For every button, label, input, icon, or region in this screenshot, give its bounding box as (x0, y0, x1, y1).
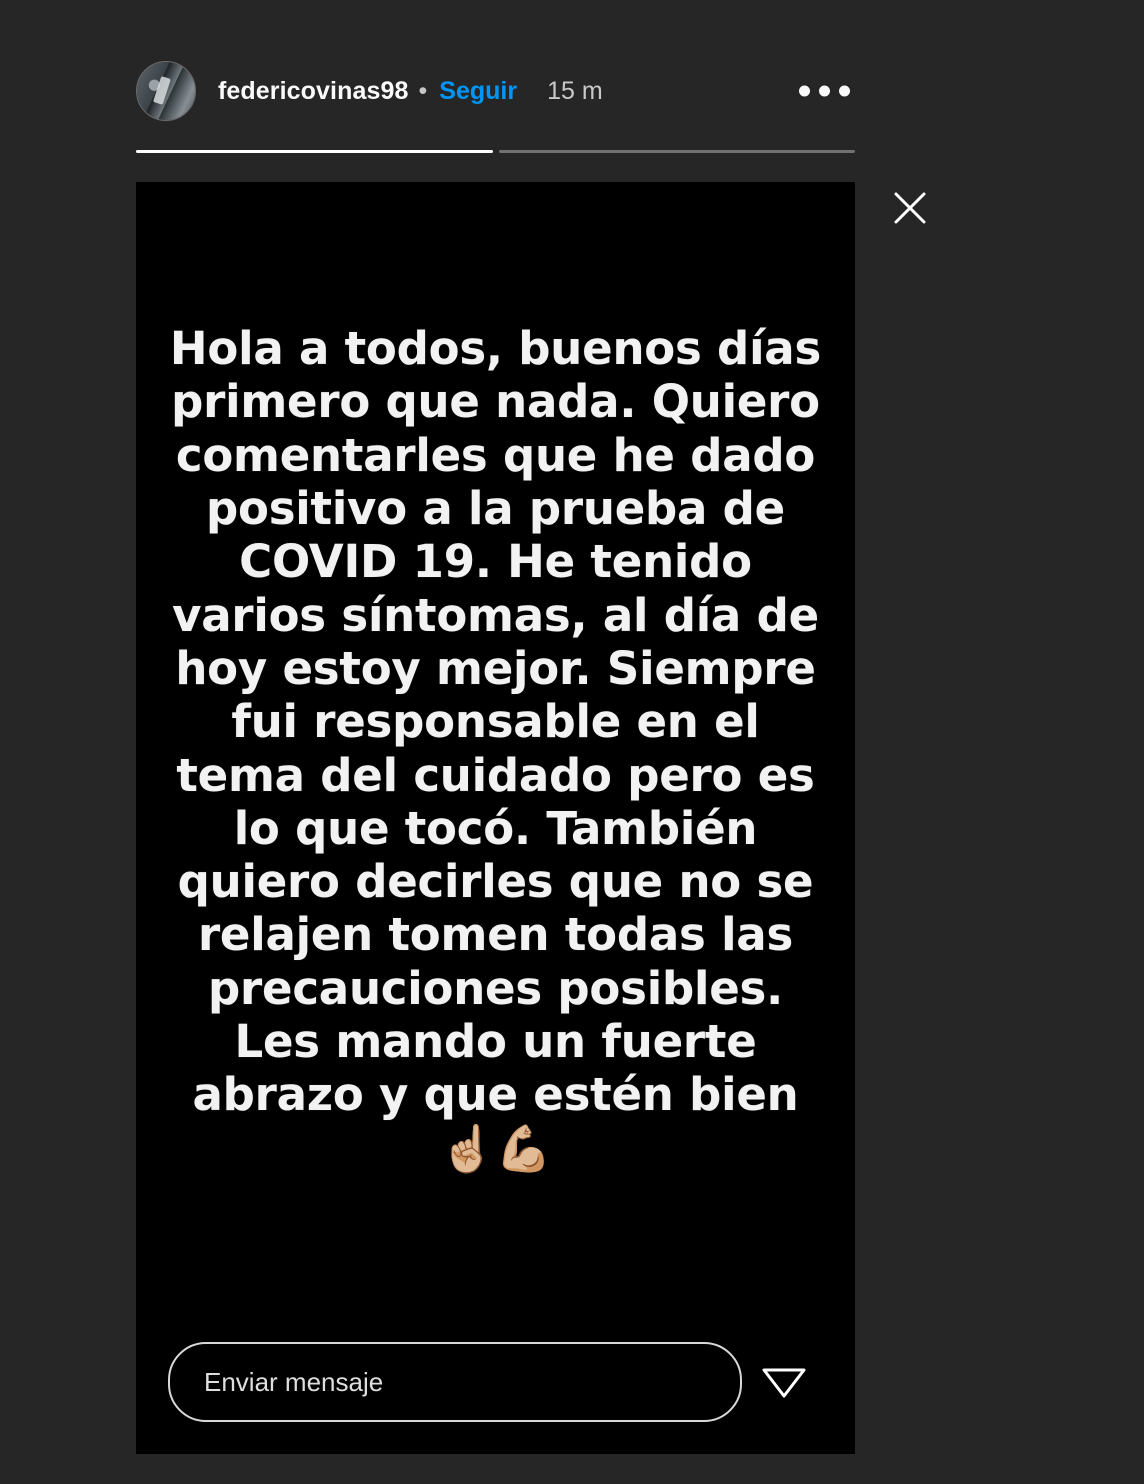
progress-segment-1[interactable] (136, 150, 493, 153)
username-separator: • (418, 76, 428, 105)
avatar-image (137, 62, 195, 120)
follow-button[interactable]: Seguir (439, 76, 518, 105)
story-header (136, 55, 856, 127)
avatar[interactable] (136, 61, 196, 121)
send-icon[interactable] (752, 1348, 816, 1412)
story-text: Hola a todos, buenos días primero que nada. Quiero comentarles que he dado positivo a la prueba de COVID 19. He tenido varios síntomas, al día de hoy estoy mejor. Siempre fui responsable en el tema del cuidado pero es lo que tocó. También quiero decirles que no se relajen tomen todas las precauciones posibles. Les mando un fuerte abrazo y que estén bien ☝🏼💪🏼 (169, 322, 822, 1175)
progress-segment-2[interactable] (499, 150, 856, 153)
story-progress-bar (136, 150, 855, 153)
more-options-icon[interactable] (793, 76, 856, 107)
progress-fill-1 (136, 150, 493, 153)
story-timestamp: 15 m (547, 76, 603, 105)
close-icon[interactable] (884, 182, 936, 234)
reply-bar[interactable] (168, 1342, 742, 1422)
more-dot-1 (799, 86, 810, 97)
more-dot-2 (819, 86, 830, 97)
story-username[interactable]: federicovinas98 (218, 76, 409, 105)
reply-input[interactable] (170, 1367, 740, 1398)
more-dot-3 (839, 86, 850, 97)
story-media[interactable] (136, 182, 855, 1454)
